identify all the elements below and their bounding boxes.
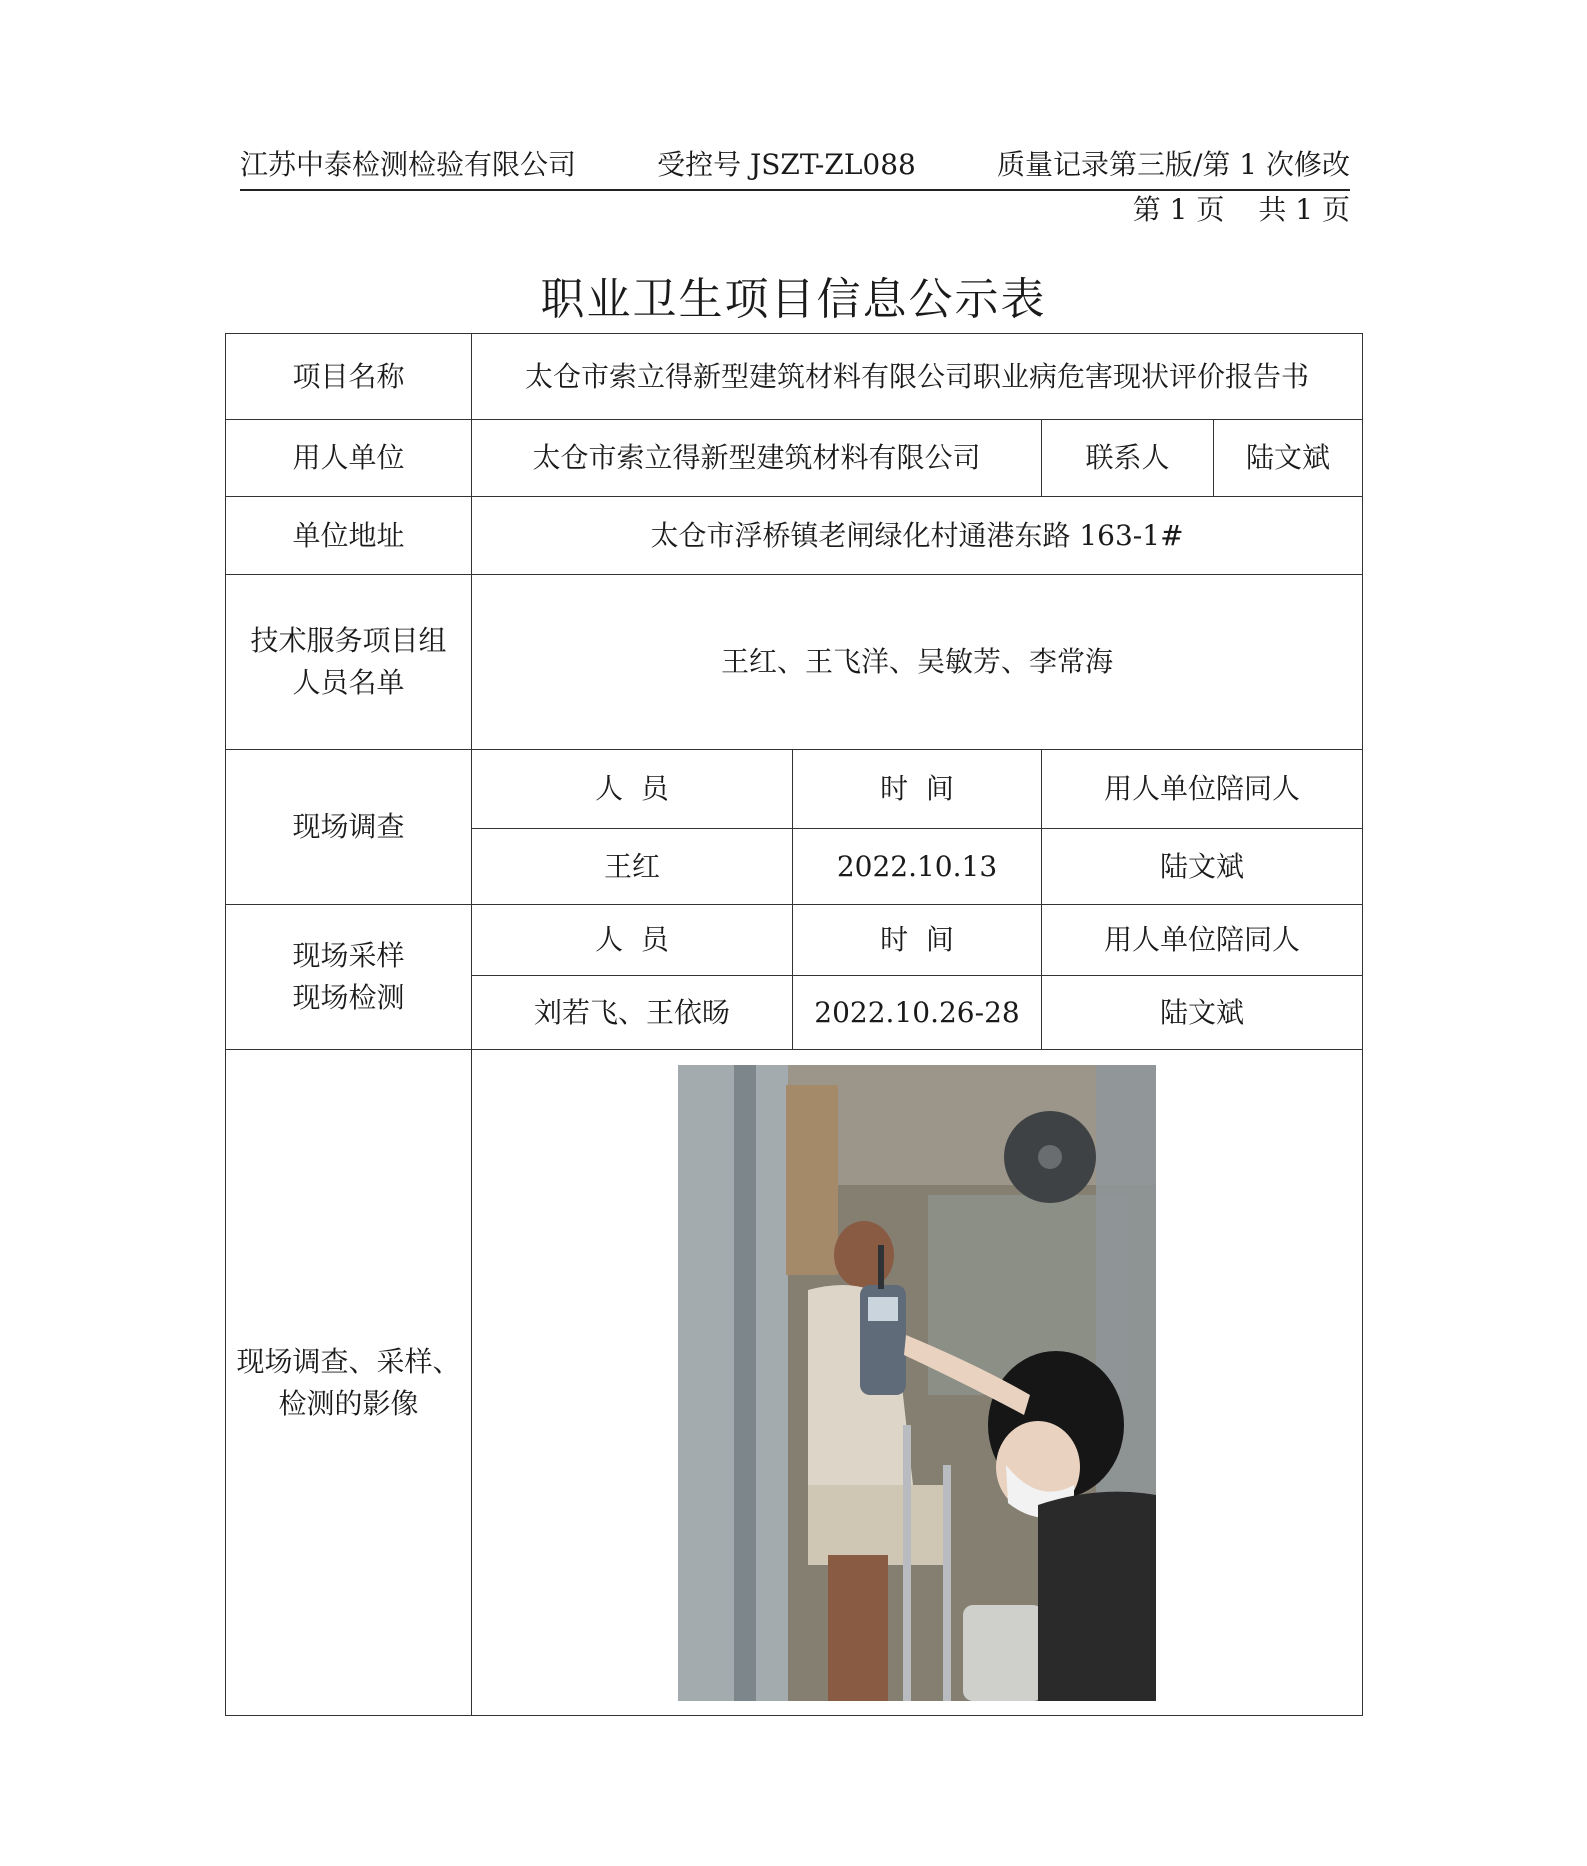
survey-label: 现场调查 [226,750,472,905]
sampling-time: 2022.10.26-28 [793,976,1042,1050]
record-version: 质量记录第三版/第 1 次修改 [996,148,1350,181]
address-label: 单位地址 [226,497,472,575]
team-label-line2: 人员名单 [292,666,405,699]
employer-value: 太仓市索立得新型建筑材料有限公司 [472,420,1042,497]
sampling-escort-header: 用人单位陪同人 [1042,905,1363,976]
contact-label: 联系人 [1042,420,1214,497]
row-images [226,1050,1363,1716]
team-label [226,575,472,750]
paper-bag [786,1085,838,1275]
row-address [226,497,1363,575]
address-value: 太仓市浮桥镇老闸绿化村通港东路 163-1# [472,497,1363,575]
survey-time-header: 时 间 [793,750,1042,829]
meter-screen [868,1297,898,1321]
survey-escort-header: 用人单位陪同人 [1042,750,1363,829]
sampling-label-line2: 现场检测 [292,981,405,1014]
page-current: 第 1 页 [1132,193,1225,226]
control-lever [903,1425,911,1701]
images-label-line1: 现场调查、采样、 [236,1344,461,1378]
sampling-label [226,905,472,1050]
survey-person-header: 人 员 [472,750,793,829]
team-value: 王红、王飞洋、吴敏芳、李常海 [472,575,1363,750]
row-sampling-header [226,905,1363,976]
sampling-escort: 陆文斌 [1042,976,1363,1050]
images-label [226,1050,472,1716]
images-cell [472,1050,1363,1716]
row-employer [226,420,1363,497]
meter-microphone [878,1245,884,1289]
page-total: 共 1 页 [1258,193,1350,226]
survey-person: 王红 [472,829,793,905]
armrest [963,1605,1043,1701]
document-title: 职业卫生项目信息公示表 [540,274,1047,325]
contact-value: 陆文斌 [1214,420,1363,497]
sampling-person-header: 人 员 [472,905,793,976]
survey-escort: 陆文斌 [1042,829,1363,905]
technician-shirt [1038,1491,1156,1700]
field-photo [678,1065,1156,1701]
project-name-label: 项目名称 [226,334,472,420]
company-name: 江苏中泰检测检验有限公司 [240,148,577,181]
page-indicator [1133,188,1350,228]
employer-label: 用人单位 [226,420,472,497]
cab-door-edge [734,1065,756,1701]
cab-door-frame [678,1065,788,1701]
sampling-person: 刘若飞、王依旸 [472,976,793,1050]
worker-head [834,1221,894,1289]
sampling-time-header: 时 间 [793,905,1042,976]
sampling-label-line1: 现场采样 [292,939,405,972]
field-photo-illustration [678,1065,1156,1701]
row-team [226,575,1363,750]
worker-leg [828,1555,888,1701]
survey-time: 2022.10.13 [793,829,1042,905]
worker-shorts [808,1485,948,1565]
page-header [240,143,1350,191]
images-label-line2: 检测的影像 [278,1386,419,1420]
project-name-value: 太仓市索立得新型建筑材料有限公司职业病危害现状评价报告书 [472,334,1363,420]
row-project-name [226,334,1363,420]
control-number: 受控号 JSZT-ZL088 [657,148,916,181]
project-info-table [225,333,1363,1716]
team-label-line1: 技术服务项目组 [250,624,447,657]
row-survey-header [226,750,1363,829]
